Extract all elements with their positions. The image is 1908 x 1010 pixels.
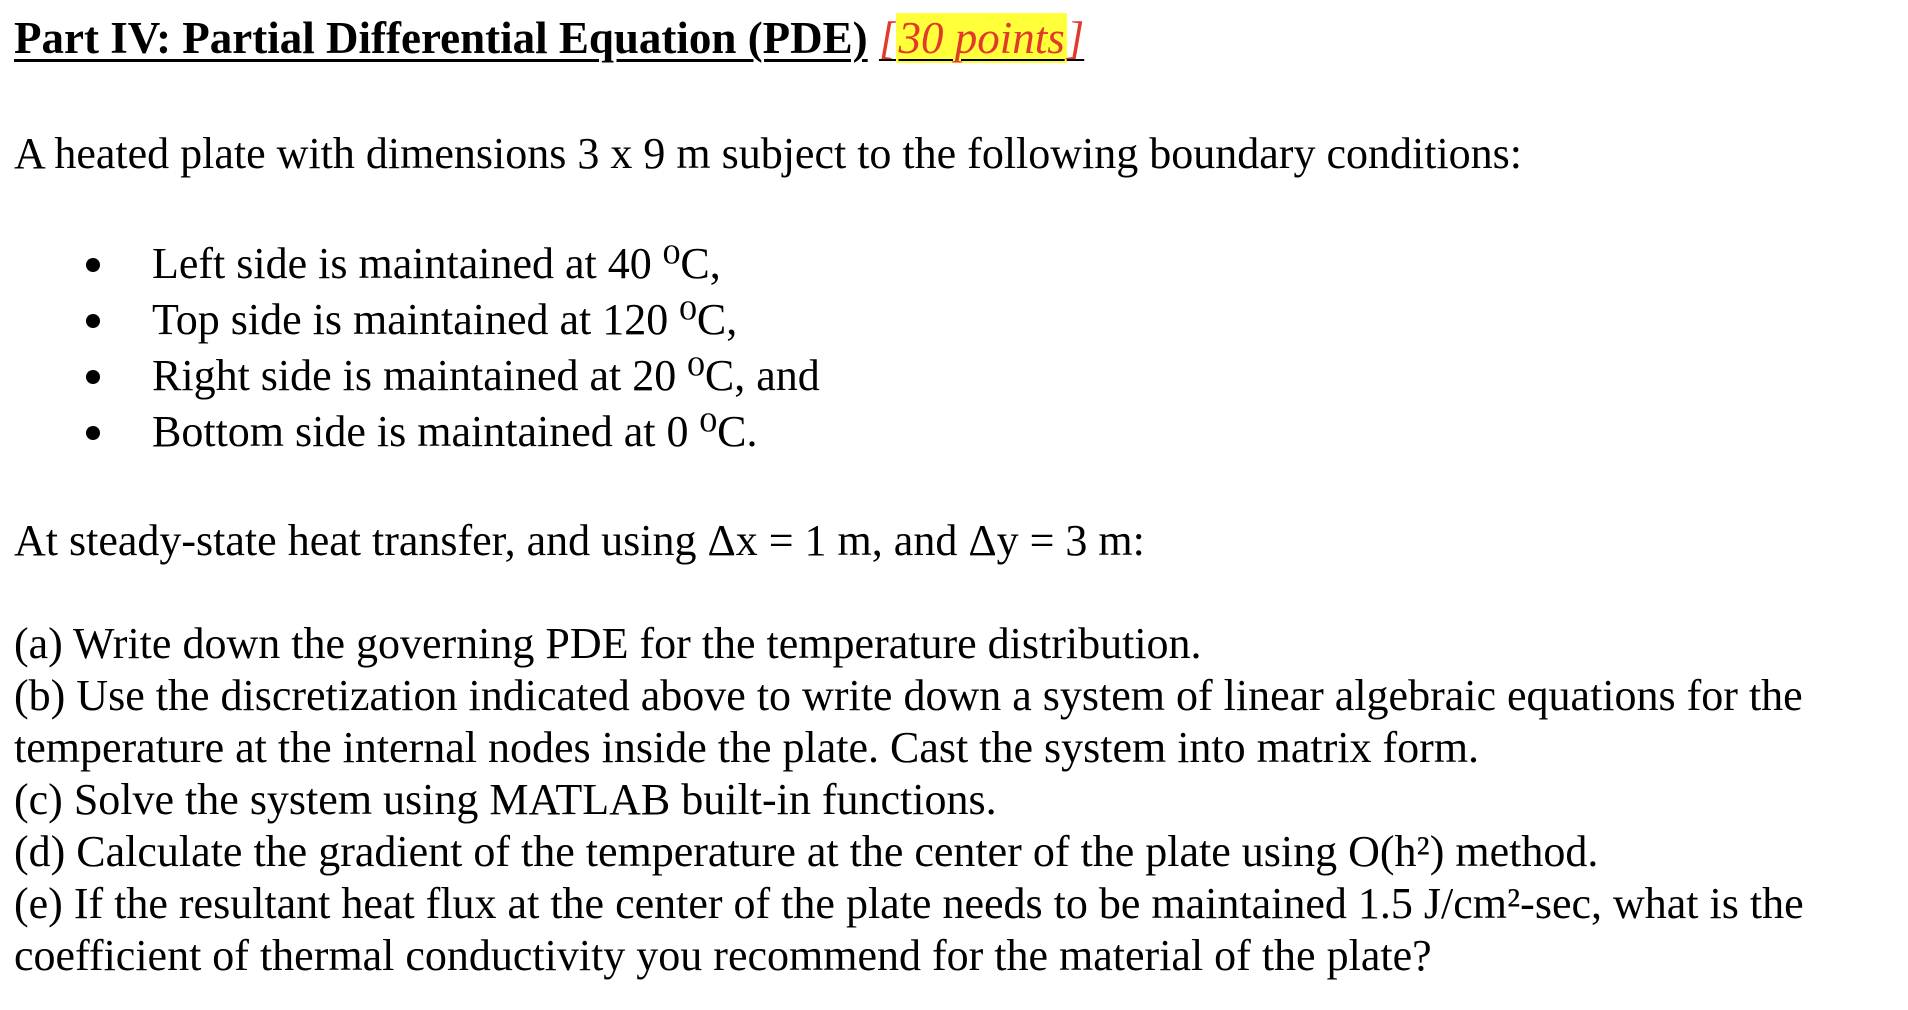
bullet-icon	[86, 258, 100, 272]
boundary-bottom: Bottom side is maintained at 0 ⁰C.	[152, 407, 758, 456]
question-c: (c) Solve the system using MATLAB built-in functions.	[14, 775, 997, 824]
points-badge	[879, 13, 1084, 63]
points-open-bracket: [	[878, 13, 897, 63]
intro-paragraph: A heated plate with dimensions 3 x 9 m subject to the following boundary conditions:	[14, 129, 1523, 178]
bullet-icon	[86, 426, 100, 440]
boundary-left: Left side is maintained at 40 ⁰C,	[152, 239, 721, 288]
question-b-line-1: (b) Use the discretization indicated above to write down a system of linear algebraic equations for the	[14, 671, 1803, 720]
boundary-top: Top side is maintained at 120 ⁰C,	[152, 295, 738, 344]
question-b-line-2: temperature at the internal nodes inside the plate. Cast the system into matrix form.	[14, 723, 1480, 772]
section-title	[14, 12, 1084, 64]
points-value: 30 points	[898, 13, 1065, 63]
bullet-icon	[86, 314, 100, 328]
question-e-line-1: (e) If the resultant heat flux at the center of the plate needs to be maintained 1.5 J/cm²-sec, what is the	[14, 879, 1804, 928]
question-a: (a) Write down the governing PDE for the temperature distribution.	[14, 619, 1202, 668]
question-e-line-2: coefficient of thermal conductivity you recommend for the material of the plate?	[14, 931, 1432, 980]
question-d: (d) Calculate the gradient of the temperature at the center of the plate using O(h²) method.	[14, 827, 1599, 876]
bullet-icon	[86, 370, 100, 384]
points-close-bracket: ]	[1066, 13, 1085, 63]
boundary-right: Right side is maintained at 20 ⁰C, and	[152, 351, 820, 400]
condition-statement: At steady-state heat transfer, and using Δx = 1 m, and Δy = 3 m:	[14, 516, 1145, 565]
section-title-text: Part IV: Partial Differential Equation (PDE)	[14, 13, 868, 63]
